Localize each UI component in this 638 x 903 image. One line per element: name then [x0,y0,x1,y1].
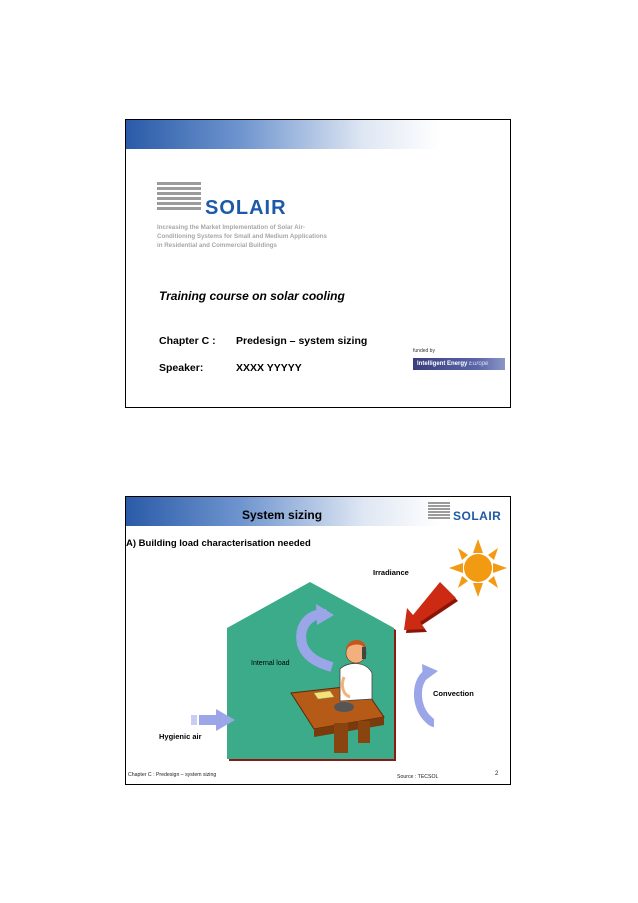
irradiance-arrow-icon [404,582,458,633]
hygienic-air-label: Hygienic air [159,732,202,741]
speaker-label: Speaker: [159,362,204,374]
funder-name: Intelligent Energy [417,361,468,367]
sun-icon [449,539,507,597]
internal-load-label: Internal load [251,660,290,667]
chapter-value: Predesign – system sizing [236,335,368,347]
slide-title: System sizing [242,508,323,522]
solair-logo-text: SOLAIR [205,197,287,219]
convection-label: Convection [433,689,474,698]
tagline-line-1: Increasing the Market Implementation of Solar Air- [157,224,305,231]
course-title: Training course on solar cooling [159,289,345,303]
speaker-value: XXXX YYYYY [236,362,302,374]
solair-logo-text: SOLAIR [453,509,502,523]
funder-suffix: Europe [469,361,489,367]
logo-tagline [157,223,327,250]
page-number: 2 [495,771,499,777]
convection-arrowhead [422,664,438,682]
convection-arrow-icon [418,673,434,723]
slide-subtitle: A) Building load characterisation needed [126,538,311,549]
chapter-label: Chapter C : [159,335,216,347]
footer-source: Source : TECSOL [397,774,439,780]
title-slide [125,119,511,408]
header-gradient [126,120,510,149]
tagline-line-2: Conditioning Systems for Small and Medium Applications [157,233,327,240]
funded-by-label: funded by [413,348,435,354]
building-load-diagram [126,497,511,785]
intelligent-energy-logo [413,358,505,370]
solair-logo-bars-icon [157,182,201,212]
footer-chapter: Chapter C : Predesign – system sizing [128,772,217,778]
tagline-line-3: in Residential and Commercial Buildings [157,242,277,249]
irradiance-label: Irradiance [373,568,409,577]
system-sizing-slide [125,496,511,785]
